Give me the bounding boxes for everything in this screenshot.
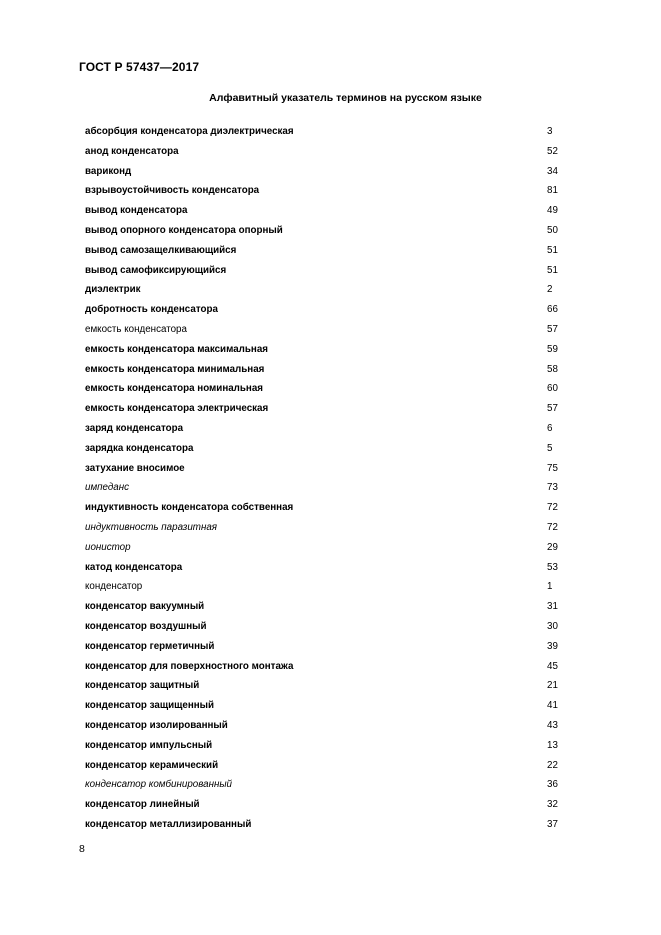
index-page-ref: 53 [547, 561, 558, 573]
index-page-ref: 45 [547, 660, 558, 672]
index-term: конденсатор воздушный [85, 620, 207, 632]
index-entry [85, 498, 565, 518]
index-entry [85, 379, 565, 399]
index-page-ref: 41 [547, 700, 558, 712]
index-page-ref: 32 [547, 799, 558, 811]
index-term: вариконд [85, 165, 132, 177]
index-page-ref: 30 [547, 620, 558, 632]
index-entry [85, 736, 565, 756]
index-page-ref: 60 [547, 383, 558, 395]
index-page-ref: 59 [547, 343, 558, 355]
index-term: заряд конденсатора [85, 422, 184, 434]
index-term: взрывоустойчивость конденсатора [85, 185, 260, 197]
index-term: конденсатор изолированный [85, 719, 228, 731]
index-entry [85, 340, 565, 360]
index-entry [85, 360, 565, 380]
index-page-ref: 52 [547, 145, 558, 157]
index-entry [85, 478, 565, 498]
index-entry [85, 795, 565, 815]
index-term: конденсатор комбинированный [85, 779, 233, 791]
index-page-ref: 5 [547, 442, 553, 454]
index-entry [85, 459, 565, 479]
index-entry [85, 399, 565, 419]
index-entry [85, 419, 565, 439]
index-entry [85, 558, 565, 578]
document-header: ГОСТ Р 57437—2017 [79, 60, 200, 74]
index-entry [85, 617, 565, 637]
index-page-ref: 2 [547, 284, 553, 296]
index-entry [85, 637, 565, 657]
index-page-ref: 43 [547, 719, 558, 731]
index-page-ref: 1 [547, 581, 553, 593]
index-page-ref: 51 [547, 244, 558, 256]
index-entry [85, 241, 565, 261]
index-term: емкость конденсатора максимальная [85, 343, 268, 355]
index-entry [85, 181, 565, 201]
index-term: конденсатор защитный [85, 680, 200, 692]
index-entry [85, 300, 565, 320]
index-page-ref: 73 [547, 482, 558, 494]
index-term: диэлектрик [85, 284, 141, 296]
index-entry [85, 696, 565, 716]
index-page-ref: 39 [547, 640, 558, 652]
index-term: ионистор [85, 541, 131, 553]
index-page-ref: 66 [547, 304, 558, 316]
index-entry [85, 439, 565, 459]
index-term: конденсатор герметичный [85, 640, 215, 652]
index-page-ref: 36 [547, 779, 558, 791]
index-term: конденсатор керамический [85, 759, 219, 771]
index-title: Алфавитный указатель терминов на русском языке [209, 92, 482, 104]
index-entry [85, 716, 565, 736]
index-term: абсорбция конденсатора диэлектрическая [85, 126, 294, 137]
index-page-ref: 58 [547, 363, 558, 375]
index-term: емкость конденсатора номинальная [85, 383, 264, 395]
index-term: емкость конденсатора [85, 323, 187, 335]
page-number: 8 [79, 843, 85, 855]
index-term: конденсатор [85, 581, 143, 593]
index-entry [85, 657, 565, 677]
index-entry [85, 815, 565, 835]
index-page-ref: 34 [547, 165, 558, 177]
index-page-ref: 13 [547, 739, 558, 751]
index-entry [85, 280, 565, 300]
index-term: катод конденсатора [85, 561, 183, 573]
index-entry [85, 577, 565, 597]
index-page-ref: 31 [547, 601, 558, 613]
index-term: добротность конденсатора [85, 304, 218, 316]
index-entry [85, 261, 565, 281]
index-page-ref: 21 [547, 680, 558, 692]
index-page-ref: 50 [547, 224, 558, 236]
index-page-ref: 57 [547, 323, 558, 335]
index-entry [85, 538, 565, 558]
term-index-list [85, 122, 565, 835]
index-page-ref: 72 [547, 502, 558, 514]
index-term: конденсатор линейный [85, 799, 200, 811]
index-term: конденсатор защищенный [85, 700, 215, 712]
index-page-ref: 75 [547, 462, 558, 474]
index-entry [85, 320, 565, 340]
index-term: вывод самозащелкивающийся [85, 244, 237, 256]
index-entry [85, 221, 565, 241]
index-term: анод конденсатора [85, 145, 179, 157]
index-page-ref: 6 [547, 422, 553, 434]
index-term: вывод самофиксирующийся [85, 264, 227, 276]
index-term: вывод опорного конденсатора опорный [85, 224, 283, 236]
index-entry [85, 142, 565, 162]
index-entry [85, 518, 565, 538]
index-page-ref: 29 [547, 541, 558, 553]
index-entry [85, 676, 565, 696]
index-entry [85, 775, 565, 795]
index-page-ref: 72 [547, 521, 558, 533]
index-entry [85, 201, 565, 221]
index-page-ref: 51 [547, 264, 558, 276]
index-term: емкость конденсатора электрическая [85, 403, 269, 415]
index-page-ref: 49 [547, 205, 558, 217]
index-term: вывод конденсатора [85, 205, 188, 217]
index-term: зарядка конденсатора [85, 442, 194, 454]
index-term: емкость конденсатора минимальная [85, 363, 265, 375]
index-term: индуктивность конденсатора собственная [85, 502, 294, 514]
index-page-ref: 22 [547, 759, 558, 771]
index-page-ref: 37 [547, 818, 558, 830]
index-page-ref: 3 [547, 126, 553, 137]
index-page-ref: 81 [547, 185, 558, 197]
index-term: конденсатор импульсный [85, 739, 213, 751]
index-term: импеданс [85, 482, 130, 494]
index-term: конденсатор для поверхностного монтажа [85, 660, 294, 672]
index-term: затухание вносимое [85, 462, 185, 474]
index-term: конденсатор металлизированный [85, 818, 252, 830]
index-term: индуктивность паразитная [85, 521, 218, 533]
index-entry [85, 597, 565, 617]
index-page-ref: 57 [547, 403, 558, 415]
index-term: конденсатор вакуумный [85, 601, 205, 613]
index-entry [85, 122, 565, 142]
index-entry [85, 162, 565, 182]
index-entry [85, 756, 565, 776]
